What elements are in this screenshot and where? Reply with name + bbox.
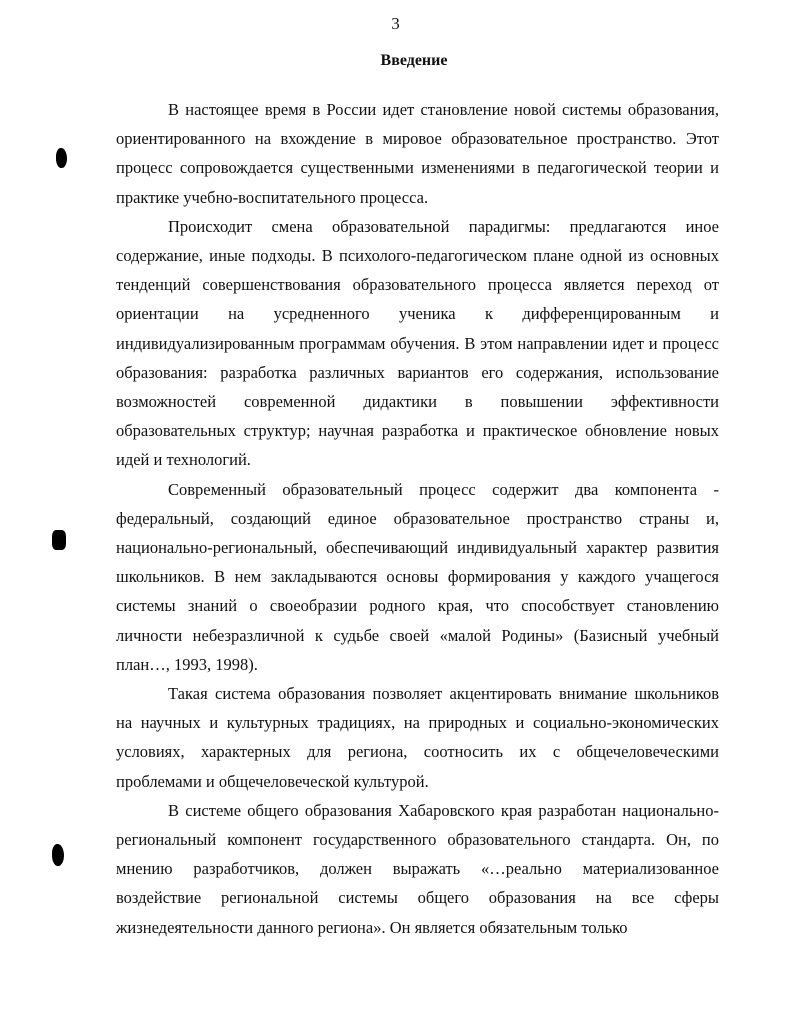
paragraph-4: Такая система образования позволяет акцентировать внимание школьников на научных и культурных традициях, на природных и социально-экономических условиях, характерных для региона, соотносить их с общечеловеческими проблемами и общечеловеческой культурой. (116, 684, 719, 791)
paragraph-1: В настоящее время в России идет становление новой системы образования, ориентированного на вхождение в мировое образовательное пространство. Этот процесс сопровождается существенными изменениями в педагогической теории и практике учебно-воспитательного процесса. (116, 100, 719, 207)
binding-hole-mark-bottom (52, 844, 64, 866)
paragraph-3: Современный образовательный процесс содержит два компонента - федеральный, создающий единое образовательное пространство страны и, национально-региональный, обеспечивающий индивидуальный характер развития школьников. В нем закладываются основы формирования у каждого учащегося системы знаний о своеобразии родного края, что способствует становлению личности небезразличной к судьбе своей «малой Родины» (Базисный учебный план…, 1993, 1998). (116, 479, 719, 674)
binding-hole-mark-middle (52, 530, 66, 550)
page-number: 3 (391, 14, 400, 33)
paragraph-2: Происходит смена образовательной парадигмы: предлагаются иное содержание, иные подходы. В психолого-педагогическом плане одной из основных тенденций совершенствования образовательного процесса является переход от ориентации на усредненного ученика к дифференцированным и индивидуализированным программам обучения. В этом направлении идет и процесс образования: разработка различных вариантов его содержания, использование возможностей современной дидактики в повышении эффективности образовательных структур; научная разработка и практическое обновление новых идей и технологий. (116, 216, 719, 470)
binding-hole-mark-top (56, 148, 67, 168)
paragraph-5: В системе общего образования Хабаровского края разработан национально-региональный компонент государственного образовательного стандарта. Он, по мнению разработчиков, должен выражать «…реально материализованное воздействие региональной системы общего образования на все сферы жизнедеятельности данного региона». Он является обязательным только (116, 800, 719, 937)
page-title: Введение (380, 52, 448, 69)
document-body (116, 95, 719, 942)
